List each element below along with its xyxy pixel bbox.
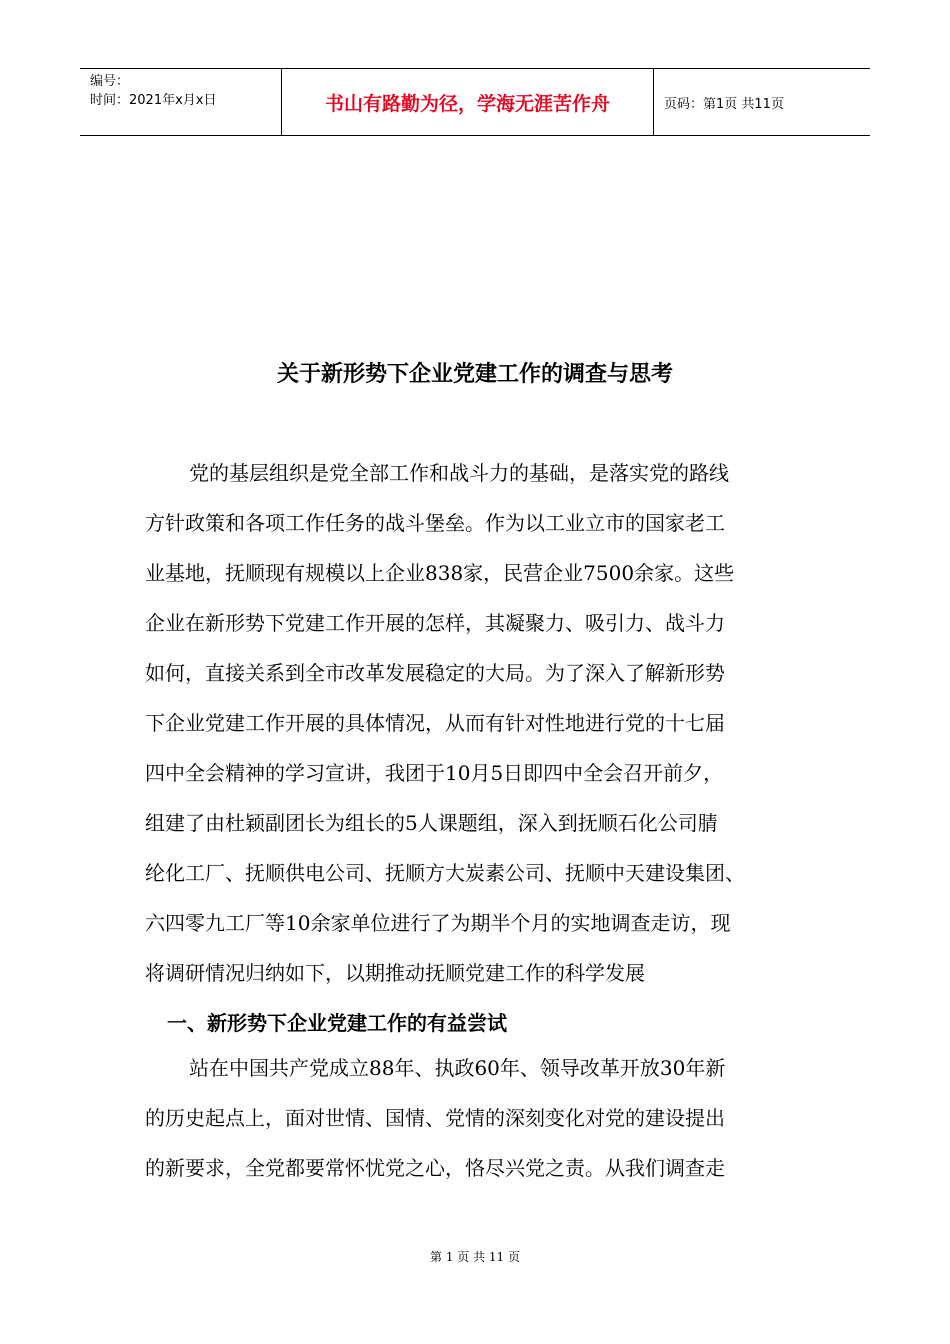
number-label: 编号： bbox=[90, 74, 130, 89]
text-line: 党的基层组织是党全部工作和战斗力的基础，是落实党的路线 bbox=[189, 461, 729, 485]
paragraph-section1 bbox=[145, 1043, 817, 1193]
text-line: 纶化工厂、抚顺供电公司、抚顺方大炭素公司、抚顺中天建设集团、 bbox=[145, 861, 745, 885]
text-line: 的历史起点上，面对世情、国情、党情的深刻变化对党的建设提出 bbox=[145, 1106, 725, 1130]
text-line: 的新要求，全党都要常怀忧党之心，恪尽兴党之责。从我们调查走 bbox=[145, 1156, 725, 1180]
text-line: 组建了由杜颖副团长为组长的5人课题组，深入到抚顺石化公司腈 bbox=[145, 811, 718, 835]
text-line: 业基地，抚顺现有规模以上企业838家，民营企业7500余家。这些 bbox=[145, 561, 735, 585]
text-line: 四中全会精神的学习宣讲，我团于10月5日即四中全会召开前夕， bbox=[145, 761, 724, 785]
text-line: 企业在新形势下党建工作开展的怎样，其凝聚力、吸引力、战斗力 bbox=[145, 611, 725, 635]
text-line: 六四零九工厂等10余家单位进行了为期半个月的实地调查走访，现 bbox=[145, 911, 731, 935]
page-header bbox=[80, 68, 870, 136]
document-title: 关于新形势下企业党建工作的调查与思考 bbox=[276, 362, 673, 387]
header-meta bbox=[80, 69, 282, 135]
text-line: 方针政策和各项工作任务的战斗堡垒。作为以工业立市的国家老工 bbox=[145, 511, 725, 535]
page-footer: 第 1 页 共 11 页 bbox=[430, 1250, 520, 1264]
text-line: 将调研情况归纳如下，以期推动抚顺党建工作的科学发展 bbox=[145, 961, 645, 985]
text-line: 站在中国共产党成立88年、执政60年、领导改革开放30年新 bbox=[189, 1056, 726, 1080]
text-line: 如何，直接关系到全市改革发展稳定的大局。为了深入了解新形势 bbox=[145, 661, 725, 685]
section-heading: 一、新形势下企业党建工作的有益尝试 bbox=[167, 1011, 507, 1035]
text-line: 下企业党建工作开展的具体情况，从而有针对性地进行党的十七届 bbox=[145, 711, 725, 735]
paragraph-intro bbox=[145, 448, 817, 998]
header-motto: 书山有路勤为径，学海无涯苦作舟 bbox=[282, 69, 654, 135]
header-page-info: 页码：第1页 共11页 bbox=[664, 96, 784, 112]
time-label: 时间：2021年x月x日 bbox=[90, 93, 217, 108]
